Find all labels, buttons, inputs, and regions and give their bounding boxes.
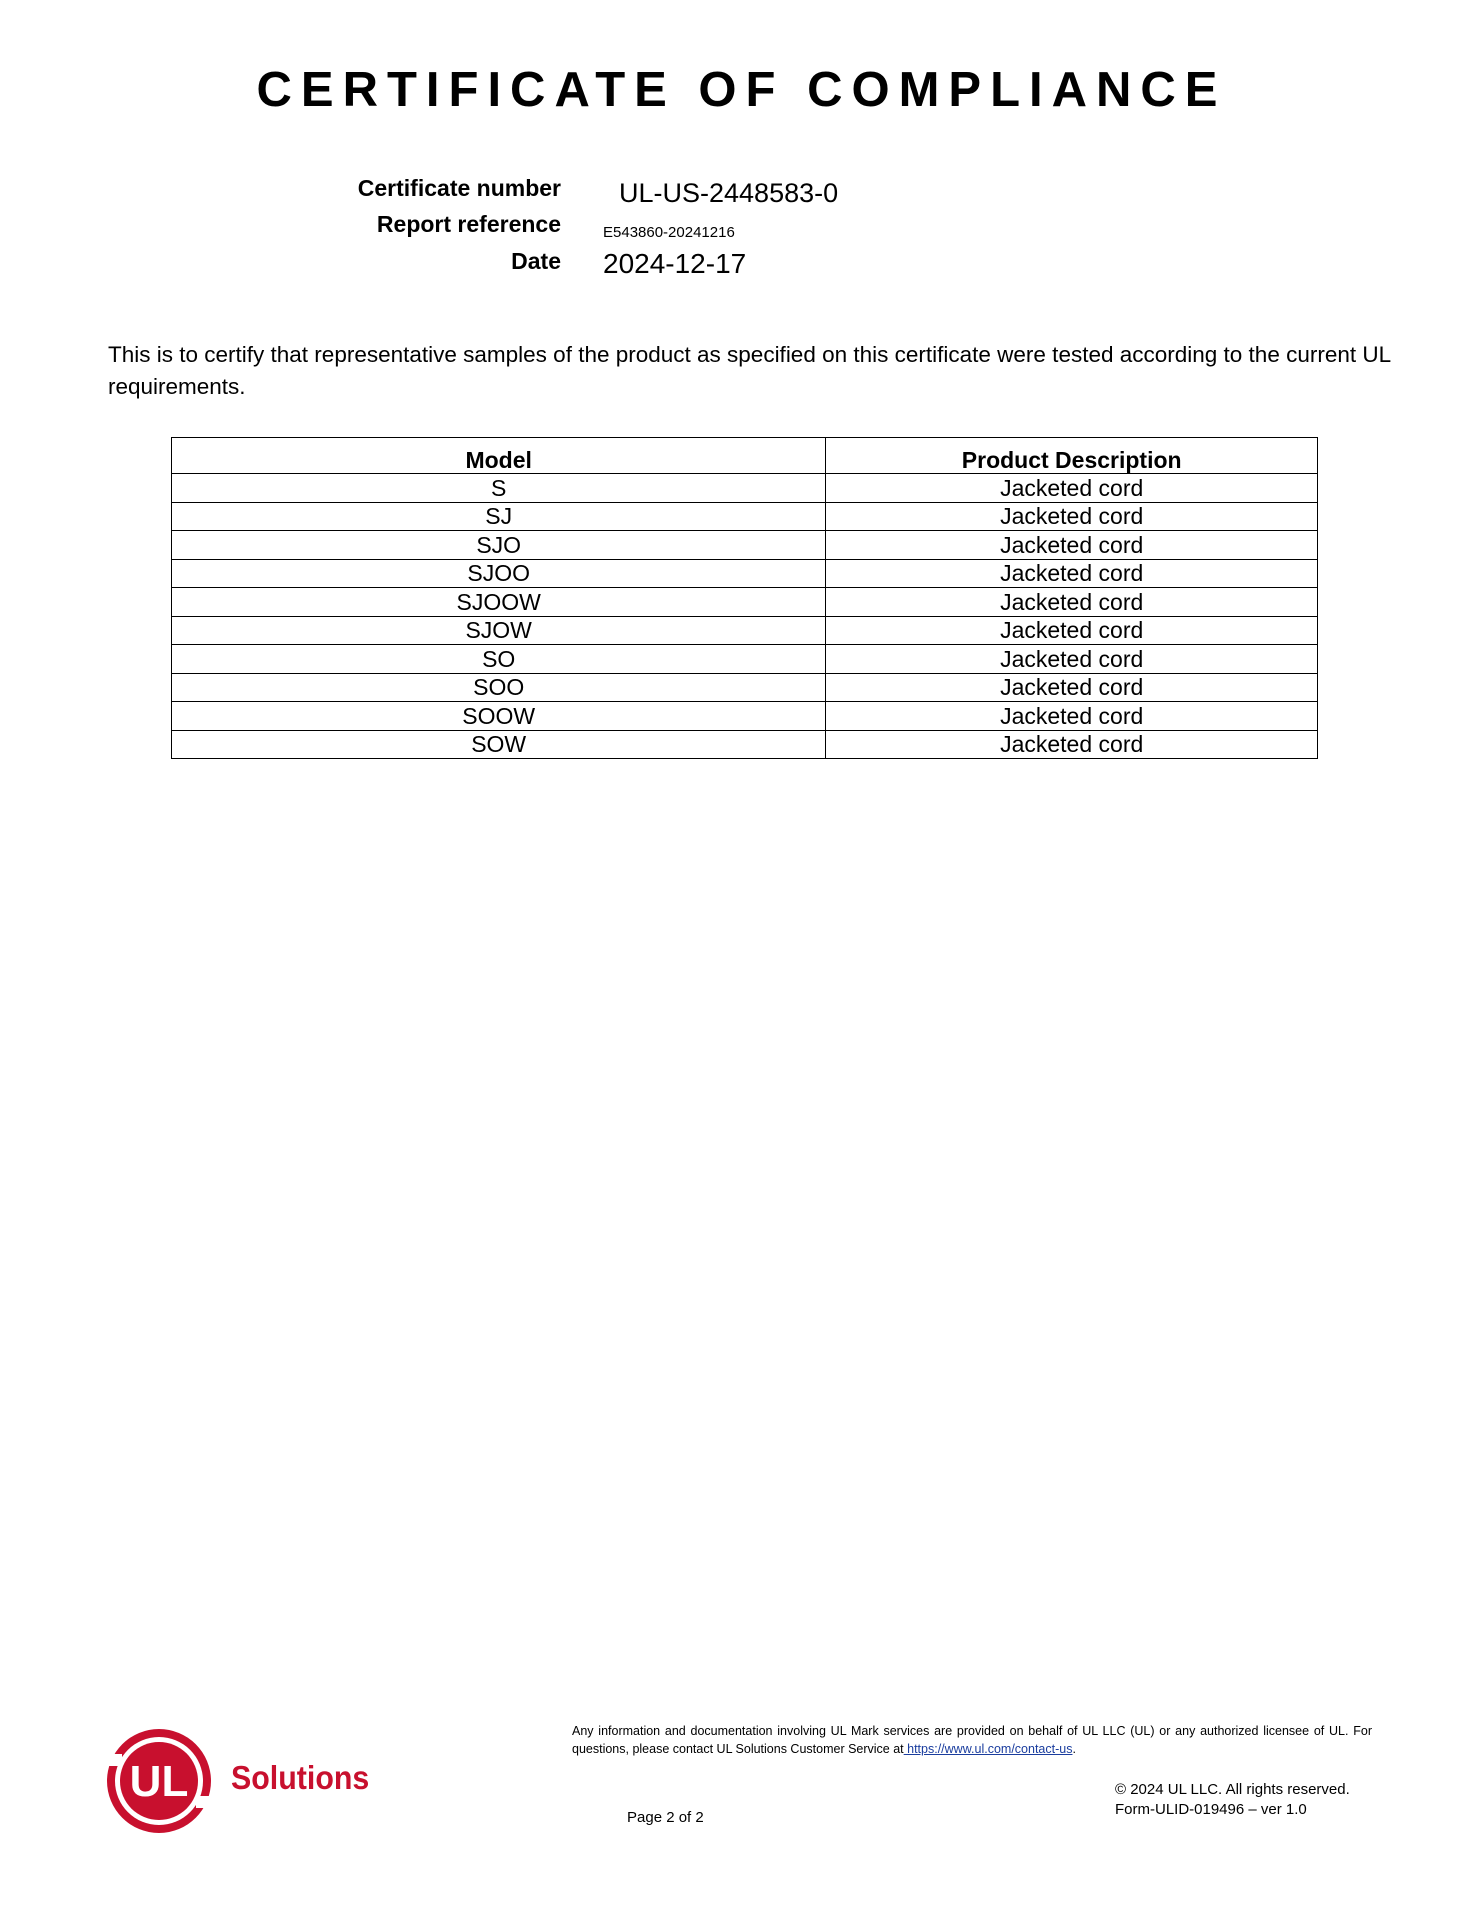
solutions-wordmark: Solutions: [231, 1759, 370, 1796]
document-title: CERTIFICATE OF COMPLIANCE: [256, 63, 1227, 117]
table-row: [172, 588, 1318, 617]
model-cell: SJOO: [172, 559, 826, 588]
description-cell: Jacketed cord: [826, 702, 1318, 731]
description-cell: Jacketed cord: [826, 588, 1318, 617]
page-number: Page 2 of 2: [627, 1809, 704, 1826]
ul-mark-icon: [104, 1729, 214, 1833]
table-row: [172, 531, 1318, 560]
report-reference-value: E543860-20241216: [603, 224, 735, 241]
model-cell: SJOW: [172, 616, 826, 645]
model-cell: SO: [172, 645, 826, 674]
copyright-block: [1115, 1780, 1350, 1820]
model-cell: SJO: [172, 531, 826, 560]
table-row: [172, 559, 1318, 588]
table-row: [172, 645, 1318, 674]
table-row: [172, 474, 1318, 503]
product-description-column-header: Product Description: [826, 438, 1318, 474]
description-cell: Jacketed cord: [826, 730, 1318, 759]
model-cell: SJ: [172, 502, 826, 531]
report-reference-label: Report reference: [376, 211, 561, 237]
model-cell: SJOOW: [172, 588, 826, 617]
disclaimer-end: .: [1072, 1742, 1076, 1756]
description-cell: Jacketed cord: [826, 474, 1318, 503]
model-cell: S: [172, 474, 826, 503]
footer-disclaimer: [572, 1722, 1372, 1758]
model-column-header: Model: [172, 438, 826, 474]
model-cell: SOW: [172, 730, 826, 759]
table-row: [172, 673, 1318, 702]
description-cell: Jacketed cord: [826, 645, 1318, 674]
certification-statement: This is to certify that representative samples of the product as specified on this certificate were tested according to the current UL requirements.: [108, 342, 1391, 399]
certificate-number-value: UL-US-2448583-0: [619, 178, 839, 208]
table-row: [172, 616, 1318, 645]
ul-mark-text: UL: [129, 1757, 189, 1806]
disclaimer-text: Any information and documentation involving UL Mark services are provided on behalf of UL LLC (UL) or any authorized licensee of UL. For questions, please contact UL Solutions Customer Service at: [572, 1724, 1372, 1756]
certificate-number-label: Certificate number: [357, 175, 561, 201]
description-cell: Jacketed cord: [826, 673, 1318, 702]
description-cell: Jacketed cord: [826, 616, 1318, 645]
contact-us-link[interactable]: https://www.ul.com/contact-us: [903, 1742, 1073, 1756]
table-row: [172, 730, 1318, 759]
model-cell: SOO: [172, 673, 826, 702]
date-value: 2024-12-17: [603, 248, 747, 279]
description-cell: Jacketed cord: [826, 502, 1318, 531]
description-cell: Jacketed cord: [826, 559, 1318, 588]
date-label: Date: [511, 248, 561, 274]
model-cell: SOOW: [172, 702, 826, 731]
table-row: [172, 502, 1318, 531]
copyright-notice: © 2024 UL LLC. All rights reserved.: [1115, 1781, 1350, 1798]
table-header-row: [172, 438, 1318, 474]
description-cell: Jacketed cord: [826, 531, 1318, 560]
form-id: Form-ULID-019496 – ver 1.0: [1115, 1801, 1307, 1818]
model-table: [171, 437, 1318, 759]
table-row: [172, 702, 1318, 731]
